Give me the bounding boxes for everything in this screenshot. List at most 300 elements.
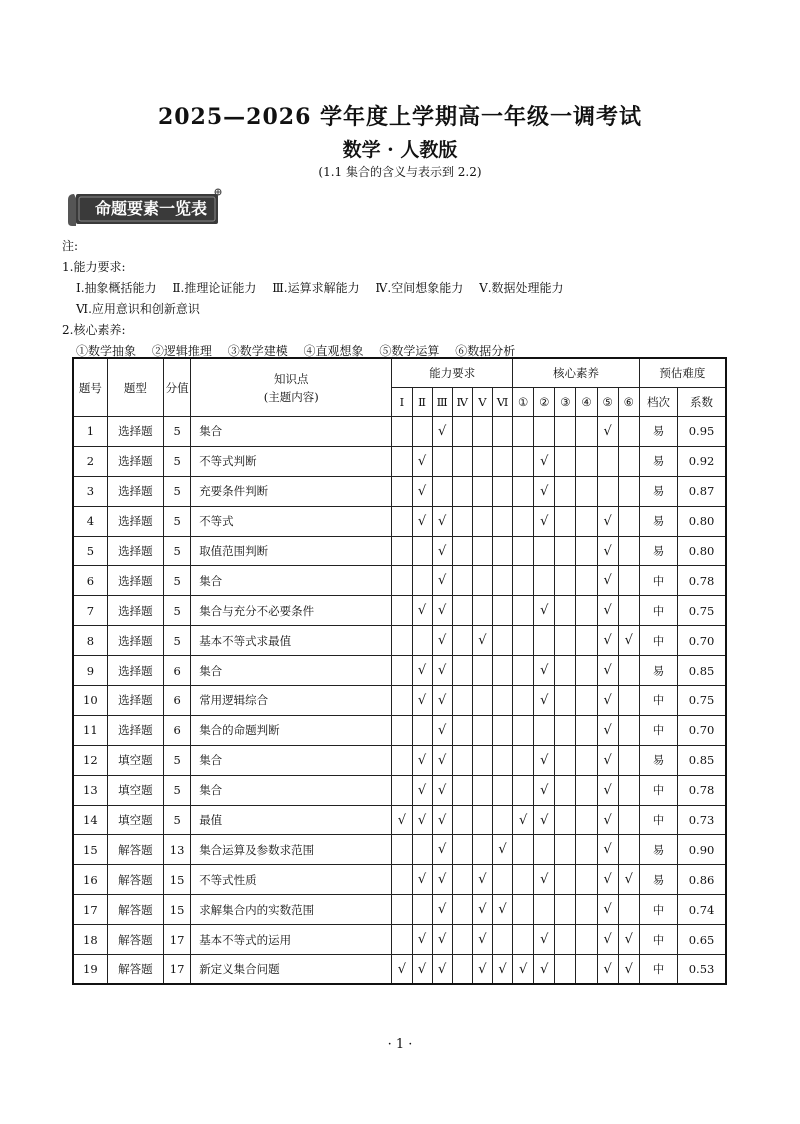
cell-core-check <box>513 715 534 745</box>
cell-ability-check <box>472 775 492 805</box>
cell-core-check <box>534 715 555 745</box>
cell-type: 选择题 <box>107 626 163 656</box>
cell-core-check: √ <box>534 686 555 716</box>
cell-topic: 集合的命题判断 <box>191 715 392 745</box>
cell-topic: 最值 <box>191 805 392 835</box>
cell-core-check <box>555 805 576 835</box>
cell-coef: 0.86 <box>678 865 726 895</box>
ability-list-cont <box>62 299 752 320</box>
table-row <box>73 417 726 447</box>
cell-num: 19 <box>73 955 107 985</box>
cell-ability-check: √ <box>472 626 492 656</box>
cell-type: 选择题 <box>107 506 163 536</box>
cell-score: 15 <box>164 865 191 895</box>
core-col: ① <box>513 388 534 417</box>
cell-topic: 取值范围判断 <box>191 536 392 566</box>
core-col: ④ <box>576 388 597 417</box>
cell-core-check <box>576 626 597 656</box>
core-item: ②逻辑推理 <box>151 344 212 358</box>
ability-heading: 1.能力要求: <box>62 260 126 274</box>
cell-core-check: √ <box>597 865 618 895</box>
cell-coef: 0.65 <box>678 925 726 955</box>
ability-item: Ⅰ.抽象概括能力 <box>76 281 157 295</box>
cell-topic: 集合 <box>191 566 392 596</box>
cell-core-check <box>555 476 576 506</box>
cell-coef: 0.85 <box>678 745 726 775</box>
cell-ability-check <box>472 417 492 447</box>
cell-topic: 求解集合内的实数范围 <box>191 895 392 925</box>
cell-ability-check: √ <box>432 686 452 716</box>
cell-core-check <box>576 506 597 536</box>
cell-core-check <box>618 417 639 447</box>
cell-core-check <box>576 745 597 775</box>
table-row <box>73 955 726 985</box>
cell-core-check <box>576 686 597 716</box>
cell-ability-check <box>492 417 512 447</box>
header-score: 分值 <box>164 358 191 417</box>
cell-ability-check: √ <box>432 626 452 656</box>
cell-score: 5 <box>164 536 191 566</box>
cell-core-check <box>576 835 597 865</box>
cell-ability-check <box>472 745 492 775</box>
cell-ability-check <box>492 805 512 835</box>
cell-core-check <box>618 745 639 775</box>
cell-core-check <box>618 446 639 476</box>
cell-ability-check <box>472 566 492 596</box>
cell-num: 2 <box>73 446 107 476</box>
cell-score: 5 <box>164 745 191 775</box>
cell-type: 选择题 <box>107 446 163 476</box>
cell-topic: 集合 <box>191 417 392 447</box>
cell-level: 中 <box>639 895 677 925</box>
cell-core-check: √ <box>597 626 618 656</box>
cell-level: 中 <box>639 566 677 596</box>
cell-coef: 0.87 <box>678 476 726 506</box>
cell-score: 15 <box>164 895 191 925</box>
cell-coef: 0.75 <box>678 596 726 626</box>
cell-score: 5 <box>164 626 191 656</box>
core-col: ② <box>534 388 555 417</box>
cell-core-check <box>513 446 534 476</box>
ability-item: Ⅲ.运算求解能力 <box>272 281 360 295</box>
cell-core-check: √ <box>618 955 639 985</box>
table-row <box>73 656 726 686</box>
cell-ability-check <box>452 596 472 626</box>
cell-core-check <box>555 715 576 745</box>
cell-core-check <box>513 895 534 925</box>
exam-element-table <box>72 357 727 985</box>
cell-score: 6 <box>164 686 191 716</box>
cell-level: 易 <box>639 417 677 447</box>
cell-num: 10 <box>73 686 107 716</box>
cell-num: 1 <box>73 417 107 447</box>
core-col: ⑤ <box>597 388 618 417</box>
table-row <box>73 715 726 745</box>
cell-ability-check <box>452 805 472 835</box>
ability-col: Ⅳ <box>452 388 472 417</box>
cell-ability-check <box>492 566 512 596</box>
cell-topic: 不等式性质 <box>191 865 392 895</box>
cell-core-check <box>555 417 576 447</box>
cell-ability-check <box>452 506 472 536</box>
cell-num: 5 <box>73 536 107 566</box>
cell-coef: 0.78 <box>678 566 726 596</box>
cell-core-check <box>576 715 597 745</box>
cell-ability-check <box>392 476 412 506</box>
cell-ability-check <box>492 656 512 686</box>
table-row <box>73 506 726 536</box>
cell-type: 选择题 <box>107 417 163 447</box>
cell-core-check: √ <box>597 835 618 865</box>
header-kp-line2: (主题内容) <box>263 389 319 404</box>
header-difficulty: 预估难度 <box>639 358 726 388</box>
cell-ability-check: √ <box>412 476 432 506</box>
cell-ability-check <box>452 865 472 895</box>
cell-coef: 0.78 <box>678 775 726 805</box>
cell-num: 11 <box>73 715 107 745</box>
cell-num: 16 <box>73 865 107 895</box>
cell-ability-check <box>472 476 492 506</box>
cell-core-check: √ <box>534 446 555 476</box>
cell-ability-check <box>392 745 412 775</box>
cell-topic: 集合运算及参数求范围 <box>191 835 392 865</box>
cell-ability-check: √ <box>432 865 452 895</box>
cell-ability-check: √ <box>492 835 512 865</box>
cell-num: 8 <box>73 626 107 656</box>
section-banner <box>64 188 224 228</box>
cell-core-check: √ <box>534 506 555 536</box>
cell-num: 4 <box>73 506 107 536</box>
cell-ability-check: √ <box>432 656 452 686</box>
cell-ability-check: √ <box>412 955 432 985</box>
cell-ability-check: √ <box>412 446 432 476</box>
cell-core-check <box>555 955 576 985</box>
header-level: 档次 <box>639 388 677 417</box>
cell-coef: 0.92 <box>678 446 726 476</box>
cell-num: 12 <box>73 745 107 775</box>
cell-topic: 不等式 <box>191 506 392 536</box>
cell-ability-check <box>452 835 472 865</box>
cell-ability-check <box>472 536 492 566</box>
cell-ability-check <box>492 715 512 745</box>
cell-topic: 基本不等式的运用 <box>191 925 392 955</box>
cell-level: 中 <box>639 626 677 656</box>
cell-core-check <box>618 536 639 566</box>
cell-core-check <box>576 476 597 506</box>
cell-ability-check: √ <box>432 566 452 596</box>
cell-core-check <box>513 476 534 506</box>
cell-ability-check <box>412 835 432 865</box>
cell-core-check <box>513 656 534 686</box>
cell-ability-check: √ <box>432 835 452 865</box>
cell-ability-check <box>392 656 412 686</box>
cell-core-check: √ <box>597 805 618 835</box>
cell-ability-check <box>412 626 432 656</box>
exam-range: (1.1 集合的含义与表示到 2.2) <box>318 165 482 179</box>
cell-ability-check <box>492 626 512 656</box>
cell-score: 5 <box>164 566 191 596</box>
cell-ability-check <box>412 566 432 596</box>
cell-topic: 集合 <box>191 775 392 805</box>
cell-ability-check: √ <box>432 775 452 805</box>
cell-level: 中 <box>639 955 677 985</box>
cell-coef: 0.95 <box>678 417 726 447</box>
cell-ability-check: √ <box>432 745 452 775</box>
cell-ability-check <box>392 596 412 626</box>
cell-ability-check <box>432 446 452 476</box>
cell-level: 易 <box>639 536 677 566</box>
cell-ability-check <box>492 775 512 805</box>
cell-coef: 0.75 <box>678 686 726 716</box>
cell-core-check <box>555 566 576 596</box>
cell-ability-check: √ <box>432 596 452 626</box>
cell-core-check <box>576 417 597 447</box>
cell-topic: 集合 <box>191 656 392 686</box>
cell-ability-check <box>452 626 472 656</box>
banner-label: 命题要素一览表 <box>94 199 207 218</box>
cell-type: 解答题 <box>107 955 163 985</box>
cell-ability-check: √ <box>432 955 452 985</box>
cell-core-check: √ <box>618 626 639 656</box>
ability-item: Ⅱ.推理论证能力 <box>172 281 257 295</box>
page-number: · 1 · <box>387 1037 413 1052</box>
cell-core-check: √ <box>597 536 618 566</box>
ability-col: Ⅴ <box>472 388 492 417</box>
ability-item: Ⅳ.空间想象能力 <box>375 281 464 295</box>
core-item: ⑤数学运算 <box>379 344 440 358</box>
cell-level: 易 <box>639 476 677 506</box>
table-row <box>73 566 726 596</box>
cell-ability-check <box>472 686 492 716</box>
cell-core-check <box>576 865 597 895</box>
cell-core-check <box>513 596 534 626</box>
cell-level: 易 <box>639 506 677 536</box>
cell-type: 填空题 <box>107 745 163 775</box>
cell-core-check <box>618 656 639 686</box>
cell-ability-check <box>492 745 512 775</box>
cell-core-check: √ <box>534 596 555 626</box>
cell-core-check: √ <box>597 596 618 626</box>
cell-core-check <box>513 925 534 955</box>
cell-core-check <box>555 506 576 536</box>
cell-ability-check <box>472 506 492 536</box>
cell-level: 中 <box>639 805 677 835</box>
cell-core-check <box>555 775 576 805</box>
ability-col: Ⅰ <box>392 388 412 417</box>
cell-ability-check <box>492 925 512 955</box>
cell-core-check <box>618 835 639 865</box>
cell-core-check <box>576 895 597 925</box>
table-row <box>73 536 726 566</box>
cell-num: 3 <box>73 476 107 506</box>
notes-section <box>62 236 752 362</box>
cell-coef: 0.53 <box>678 955 726 985</box>
cell-ability-check: √ <box>492 955 512 985</box>
cell-level: 中 <box>639 925 677 955</box>
cell-core-check: √ <box>534 805 555 835</box>
cell-ability-check <box>452 417 472 447</box>
cell-ability-check <box>392 835 412 865</box>
cell-topic: 集合 <box>191 745 392 775</box>
cell-core-check: √ <box>597 417 618 447</box>
cell-core-check <box>618 686 639 716</box>
cell-ability-check: √ <box>412 775 432 805</box>
cell-core-check: √ <box>534 775 555 805</box>
cell-ability-check: √ <box>412 865 432 895</box>
cell-core-check: √ <box>597 925 618 955</box>
cell-core-check <box>555 446 576 476</box>
cell-num: 17 <box>73 895 107 925</box>
cell-ability-check: √ <box>412 506 432 536</box>
table-row <box>73 745 726 775</box>
cell-ability-check <box>392 536 412 566</box>
cell-ability-check: √ <box>412 745 432 775</box>
cell-ability-check <box>452 656 472 686</box>
cell-core-check <box>576 775 597 805</box>
cell-score: 5 <box>164 805 191 835</box>
cell-core-check: √ <box>597 506 618 536</box>
header-core: 核心素养 <box>513 358 640 388</box>
cell-ability-check <box>452 686 472 716</box>
cell-score: 5 <box>164 775 191 805</box>
cell-core-check: √ <box>534 476 555 506</box>
cell-core-check: √ <box>618 865 639 895</box>
cell-ability-check <box>392 566 412 596</box>
cell-core-check: √ <box>534 865 555 895</box>
cell-core-check <box>576 596 597 626</box>
cell-core-check <box>555 895 576 925</box>
cell-ability-check: √ <box>492 895 512 925</box>
cell-core-check <box>513 566 534 596</box>
cell-core-check <box>618 566 639 596</box>
cell-ability-check <box>452 566 472 596</box>
cell-core-check: √ <box>513 955 534 985</box>
cell-ability-check <box>492 506 512 536</box>
cell-core-check <box>513 835 534 865</box>
ability-col: Ⅱ <box>412 388 432 417</box>
cell-core-check <box>513 686 534 716</box>
cell-core-check: √ <box>513 805 534 835</box>
cell-num: 9 <box>73 656 107 686</box>
cell-topic: 新定义集合问题 <box>191 955 392 985</box>
cell-ability-check: √ <box>412 596 432 626</box>
cell-ability-check: √ <box>432 417 452 447</box>
table-row <box>73 805 726 835</box>
cell-num: 18 <box>73 925 107 955</box>
ability-item: Ⅴ.数据处理能力 <box>479 281 564 295</box>
cell-type: 选择题 <box>107 476 163 506</box>
table-row <box>73 476 726 506</box>
cell-score: 5 <box>164 506 191 536</box>
ability-col: Ⅵ <box>492 388 512 417</box>
cell-core-check: √ <box>597 656 618 686</box>
cell-core-check: √ <box>597 895 618 925</box>
cell-ability-check <box>412 536 432 566</box>
table-row <box>73 895 726 925</box>
core-item: ④直观想象 <box>303 344 364 358</box>
cell-ability-check: √ <box>412 656 432 686</box>
cell-score: 17 <box>164 955 191 985</box>
cell-core-check <box>534 835 555 865</box>
cell-type: 选择题 <box>107 536 163 566</box>
cell-type: 解答题 <box>107 835 163 865</box>
cell-num: 13 <box>73 775 107 805</box>
ability-item: Ⅵ.应用意识和创新意识 <box>76 302 200 316</box>
cell-core-check <box>555 626 576 656</box>
cell-score: 5 <box>164 596 191 626</box>
cell-ability-check <box>452 476 472 506</box>
cell-core-check <box>555 745 576 775</box>
cell-ability-check <box>452 715 472 745</box>
core-item: ⑥数据分析 <box>455 344 516 358</box>
cell-ability-check <box>492 686 512 716</box>
cell-topic: 集合与充分不必要条件 <box>191 596 392 626</box>
exam-title: 2025—2026 学年度上学期高一年级一调考试 <box>157 104 643 130</box>
cell-core-check <box>534 417 555 447</box>
cell-ability-check <box>492 476 512 506</box>
cell-ability-check <box>432 476 452 506</box>
cell-ability-check <box>412 895 432 925</box>
cell-ability-check <box>392 895 412 925</box>
cell-core-check <box>555 865 576 895</box>
header-knowledge <box>191 358 392 417</box>
cell-coef: 0.80 <box>678 506 726 536</box>
cell-ability-check: √ <box>472 895 492 925</box>
cell-ability-check: √ <box>432 506 452 536</box>
table-row <box>73 865 726 895</box>
cell-score: 6 <box>164 715 191 745</box>
cell-coef: 0.70 <box>678 715 726 745</box>
cell-core-check <box>513 775 534 805</box>
cell-core-check <box>576 925 597 955</box>
cell-coef: 0.74 <box>678 895 726 925</box>
header-type: 题型 <box>107 358 163 417</box>
cell-ability-check: √ <box>432 895 452 925</box>
cell-type: 选择题 <box>107 566 163 596</box>
cell-core-check <box>513 626 534 656</box>
cell-ability-check <box>392 506 412 536</box>
exam-subject: 数学 · 人教版 <box>342 139 458 161</box>
cell-ability-check <box>472 446 492 476</box>
table-row <box>73 925 726 955</box>
cell-core-check <box>534 626 555 656</box>
ability-col: Ⅲ <box>432 388 452 417</box>
cell-ability-check <box>472 715 492 745</box>
cell-core-check <box>555 656 576 686</box>
cell-ability-check <box>392 626 412 656</box>
core-item: ③数学建模 <box>227 344 288 358</box>
cell-score: 5 <box>164 476 191 506</box>
cell-topic: 常用逻辑综合 <box>191 686 392 716</box>
table-row <box>73 835 726 865</box>
cell-ability-check <box>392 925 412 955</box>
cell-level: 中 <box>639 596 677 626</box>
cell-type: 解答题 <box>107 925 163 955</box>
cell-ability-check <box>452 745 472 775</box>
cell-ability-check <box>392 686 412 716</box>
cell-coef: 0.73 <box>678 805 726 835</box>
cell-ability-check <box>492 446 512 476</box>
cell-core-check <box>576 446 597 476</box>
cell-ability-check <box>452 536 472 566</box>
cell-ability-check: √ <box>392 955 412 985</box>
cell-ability-check <box>392 715 412 745</box>
cell-ability-check <box>472 656 492 686</box>
header-num: 题号 <box>73 358 107 417</box>
cell-ability-check <box>472 596 492 626</box>
cell-ability-check <box>452 895 472 925</box>
cell-ability-check: √ <box>412 686 432 716</box>
